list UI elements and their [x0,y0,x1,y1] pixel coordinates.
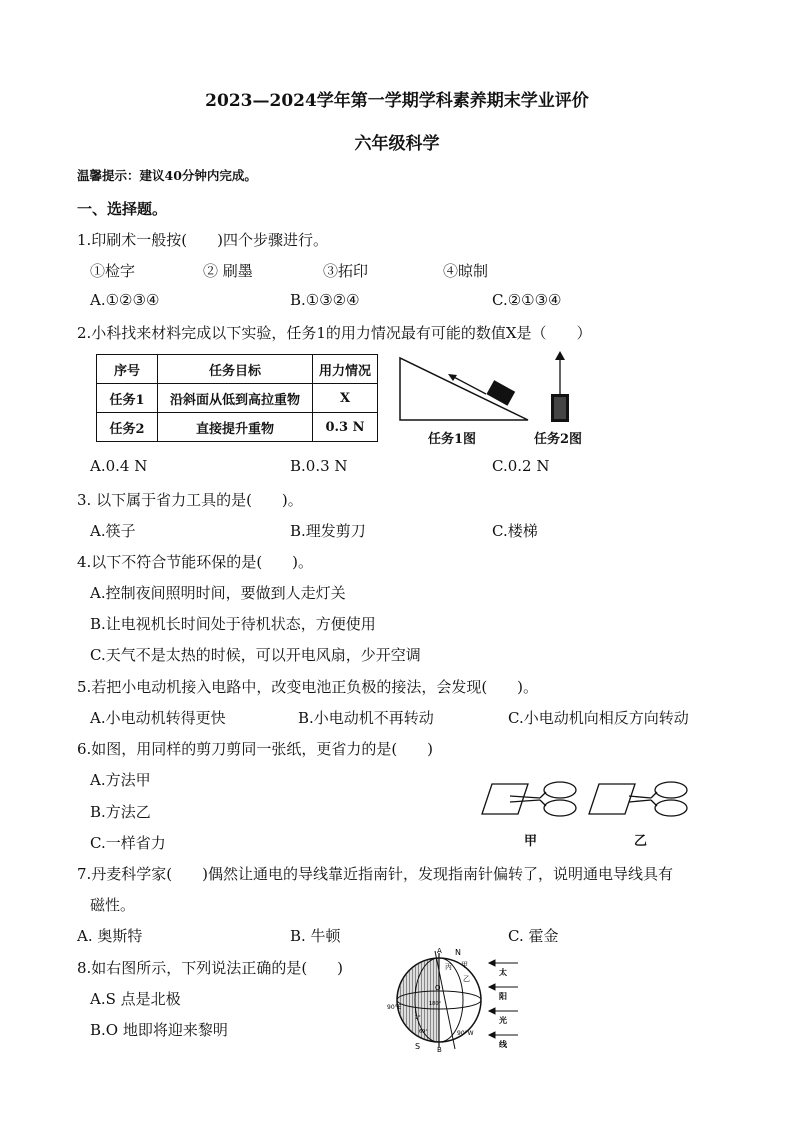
q5-option-a: A.小电动机转得更快 [90,709,226,727]
label-60: 60° [419,1029,428,1035]
q1-option-b: B.①③②④ [290,291,360,309]
sun-label: 太 [499,968,507,977]
label-jia: 甲 [461,961,468,969]
label-1: 1° [415,1015,421,1021]
scissors-figure-yi [587,778,692,823]
q4-option-c: C.天气不是太热的时候，可以开电风扇，少开空调 [90,646,421,664]
q7-stem-cont: 磁性。 [90,896,136,914]
label-90e: 90°E [387,1004,402,1011]
table-header: 用力情况 [313,355,378,384]
q2-stem: 2.小科找来材料完成以下实验，任务1的用力情况最有可能的数值X是（ ） [77,324,592,342]
q1-step: ①检字 [90,262,136,280]
table-cell: 0.3 N [313,413,378,442]
q2-option-b: B.0.3 N [290,457,348,475]
incline-figure [398,356,533,426]
fig-label-jia: 甲 [524,834,538,849]
label-south: S [415,1042,421,1051]
scissors-figure-jia [480,778,580,823]
q3-option-a: A.筷子 [90,522,136,540]
label-yi: 乙 [463,975,470,983]
label-180: 180° [429,1001,442,1007]
q1-step: ② 刷墨 [203,262,253,280]
label-b: B [437,1046,442,1054]
sun-label: 线 [499,1040,507,1049]
sun-label: 阳 [499,992,507,1001]
table-cell: 任务1 [97,384,158,413]
q6-stem: 6.如图，用同样的剪刀剪同一张纸，更省力的是( ) [77,740,434,758]
q2-option-a: A.0.4 N [90,457,148,475]
label-north: N [455,948,461,957]
q4-option-a: A.控制夜间照明时间，要做到人走灯关 [90,584,346,602]
q1-stem: 1.印刷术一般按( )四个步骤进行。 [77,231,329,249]
q5-stem: 5.若把小电动机接入电路中，改变电池正负极的接法，会发现( )。 [77,678,539,696]
q5-option-b: B.小电动机不再转动 [298,709,434,727]
q1-option-a: A.①②③④ [90,291,160,309]
q2-option-c: C.0.2 N [492,457,550,475]
table-cell: X [313,384,378,413]
q2-table [96,354,378,442]
q3-stem: 3. 以下属于省力工具的是( )。 [77,491,303,509]
fig2-caption: 任务2图 [534,432,583,447]
q7-option-a: A. 奥斯特 [77,927,143,945]
q1-step: ③拓印 [323,262,369,280]
table-cell: 直接提升重物 [158,413,313,442]
q1-step: ④晾制 [443,262,489,280]
earth-figure [385,945,525,1055]
lift-figure [548,350,572,426]
table-cell: 沿斜面从低到高拉重物 [158,384,313,413]
q6-option-b: B.方法乙 [90,803,151,821]
label-90w: 90°W [457,1030,474,1037]
q5-option-c: C.小电动机向相反方向转动 [508,709,689,727]
page-subtitle: 六年级科学 [354,134,440,154]
q7-option-b: B. 牛顿 [290,927,341,945]
q8-option-a: A.S 点是北极 [90,990,181,1008]
fig-label-yi: 乙 [634,834,648,849]
table-header: 序号 [97,355,158,384]
sun-label: 光 [499,1016,507,1025]
hint-text: 温馨提示：建议40分钟内完成。 [77,168,257,183]
q4-option-b: B.让电视机长时间处于待机状态，方便使用 [90,615,376,633]
q8-option-b: B.O 地即将迎来黎明 [90,1021,228,1039]
label-a: A [437,947,442,955]
q1-option-c: C.②①③④ [492,291,562,309]
table-header: 任务目标 [158,355,313,384]
label-bing: 丙 [445,963,452,971]
table-cell: 任务2 [97,413,158,442]
page-title: 2023—2024学年第一学期学科素养期末学业评价 [205,91,589,111]
q7-option-c: C. 霍金 [508,927,559,945]
q3-option-b: B.理发剪刀 [290,522,366,540]
section-heading: 一、选择题。 [77,200,168,218]
fig1-caption: 任务1图 [428,432,477,447]
q3-option-c: C.楼梯 [492,522,538,540]
q8-stem: 8.如右图所示，下列说法正确的是( ) [77,959,344,977]
q4-stem: 4.以下不符合节能环保的是( )。 [77,553,314,571]
label-o: O [435,984,441,992]
q7-stem: 7.丹麦科学家( )偶然让通电的导线靠近指南针，发现指南针偏转了，说明通电导线具有 [77,865,674,883]
q6-option-a: A.方法甲 [90,771,151,789]
q6-option-c: C.一样省力 [90,834,166,852]
